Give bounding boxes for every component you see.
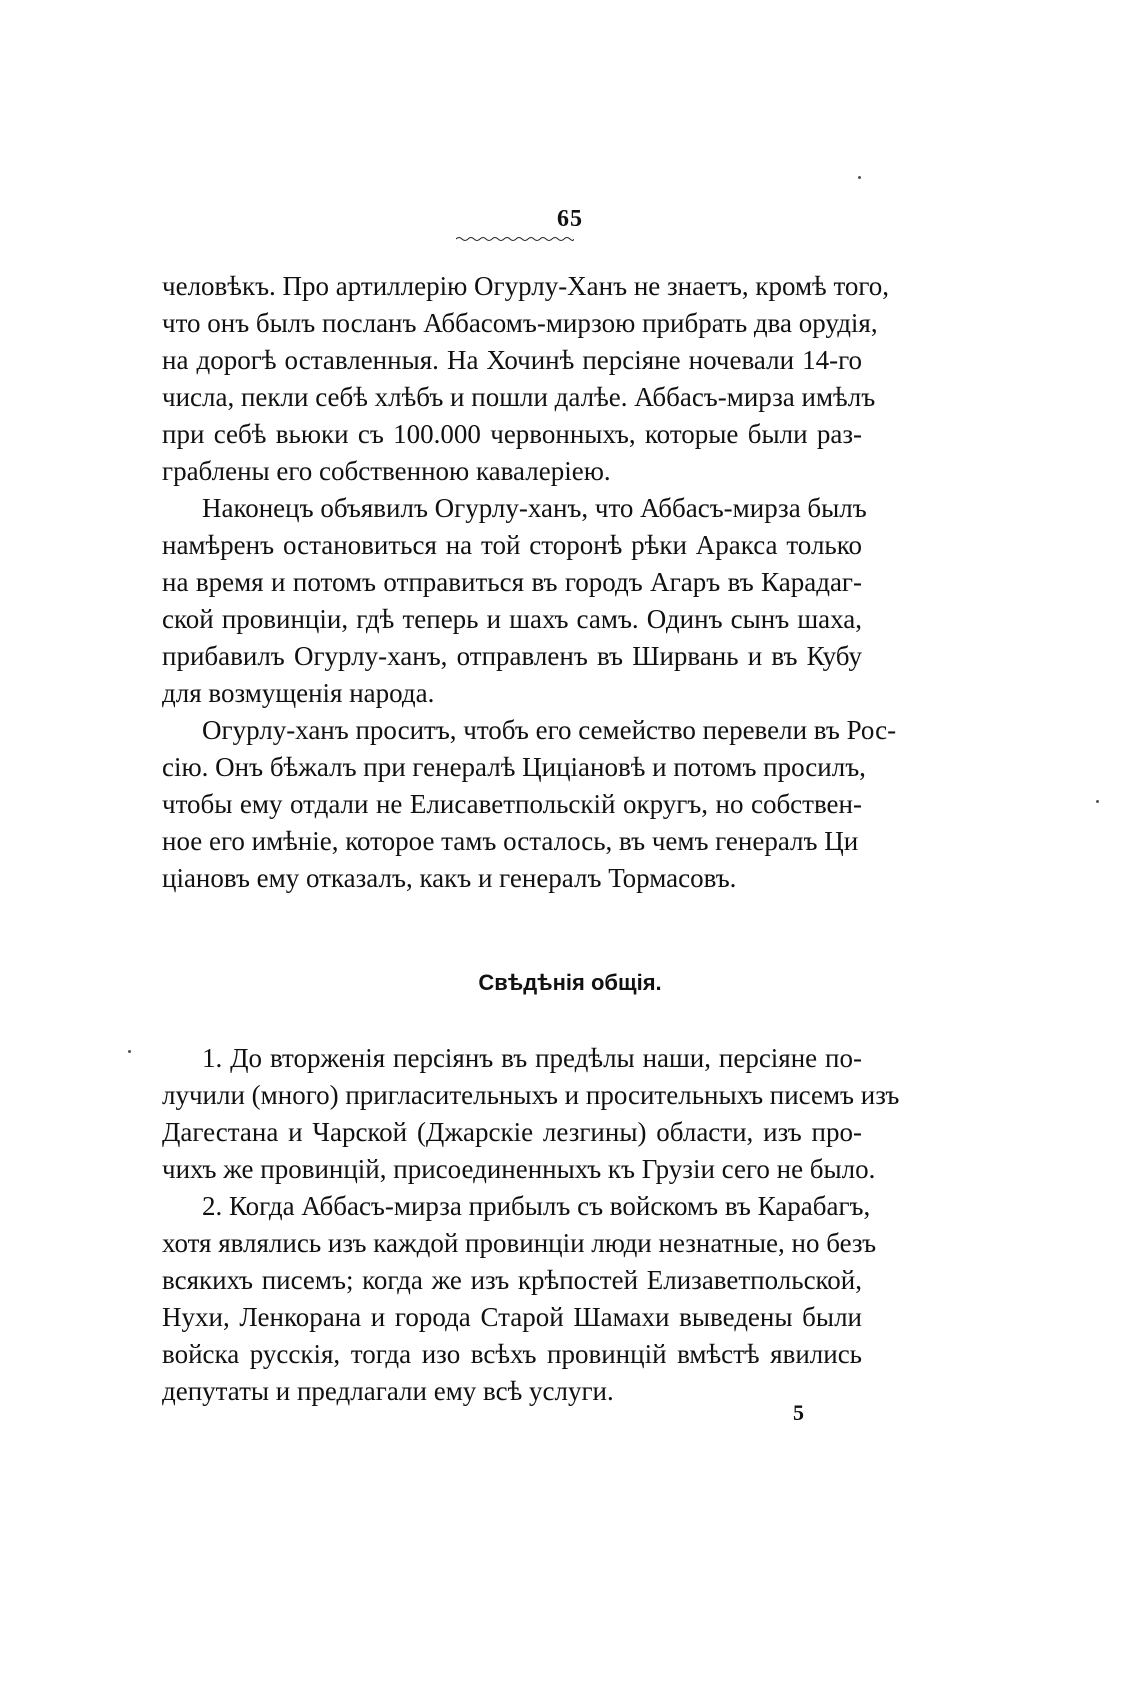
text-line: ное его имѣніе, которое тамъ осталось, въ чемъ генералъ Ци (162, 826, 859, 856)
text-line: при себѣ вьюки съ 100.000 червонныхъ, которые были раз- (162, 419, 862, 449)
text-line: Нухи, Ленкорана и города Старой Шамахи выведены были (162, 1302, 862, 1332)
text-line: Дагестана и Чарской (Джарскіе лезгины) области, изъ про- (162, 1117, 862, 1147)
text-line: 2. Когда Аббасъ-мирза прибылъ съ войскомъ въ Карабагъ, (202, 1191, 871, 1221)
text-line: для возмущенія народа. (162, 678, 435, 708)
text-line: ской провинціи, гдѣ теперь и шахъ самъ. Одинъ сынъ шаха, (162, 604, 862, 634)
text-line: человѣкъ. Про артиллерію Огурлу-Ханъ не знаетъ, кромѣ того, (162, 271, 890, 301)
text-line: чихъ же провинцій, присоединенныхъ къ Грузіи сего не было. (162, 1154, 876, 1184)
signature-mark: 5 (793, 1400, 804, 1425)
text-line: лучили (много) пригласительныхъ и просительныхъ писемъ изъ (162, 1080, 900, 1110)
text-line: на время и потомъ отправиться въ городъ Агаръ въ Карадаг- (162, 567, 862, 597)
section-heading: Свѣдѣнія общія. (478, 970, 662, 995)
page-number-ornament (456, 236, 574, 242)
text-line: Огурлу-ханъ проситъ, чтобъ его семейство перевели въ Рос- (202, 715, 897, 745)
text-line: что онъ былъ посланъ Аббасомъ-мирзою прибрать два орудія, (162, 308, 878, 338)
text-line: числа, пекли себѣ хлѣбъ и пошли далѣе. Аббасъ-мирза имѣлъ (162, 382, 876, 412)
text-line: на дорогѣ оставленныя. На Хочинѣ персіяне ночевали 14-го (162, 345, 862, 375)
text-line: чтобы ему отдали не Елисаветпольскій округъ, но собствен- (162, 789, 862, 819)
text-line: депутаты и предлагали ему всѣ услуги. (162, 1376, 614, 1406)
text-line: хотя являлись изъ каждой провинціи люди незнатные, но безъ (162, 1228, 877, 1258)
text-line: граблены его собственною кавалеріею. (162, 456, 611, 486)
scan-speck (128, 1050, 131, 1053)
page-number: 65 (557, 206, 583, 232)
text-line: прибавилъ Огурлу-ханъ, отправленъ въ Ширвань и въ Кубу (162, 641, 862, 671)
scan-speck (1096, 800, 1099, 803)
text-line: ціановъ ему отказалъ, какъ и генералъ Тормасовъ. (162, 863, 737, 893)
text-line: Наконецъ объявилъ Огурлу-ханъ, что Аббасъ-мирза былъ (202, 493, 867, 523)
text-line: сію. Онъ бѣжалъ при генералѣ Циціановѣ и потомъ просилъ, (162, 752, 866, 782)
scan-speck (858, 176, 861, 179)
text-line: 1. До вторженія персіянъ въ предѣлы наши, персіяне по- (202, 1043, 862, 1073)
text-line: намѣренъ остановиться на той сторонѣ рѣки Аракса только (162, 530, 862, 560)
text-line: войска русскія, тогда изо всѣхъ провинцій вмѣстѣ явились (162, 1339, 862, 1369)
text-line: всякихъ писемъ; когда же изъ крѣпостей Елизаветпольской, (162, 1265, 862, 1295)
